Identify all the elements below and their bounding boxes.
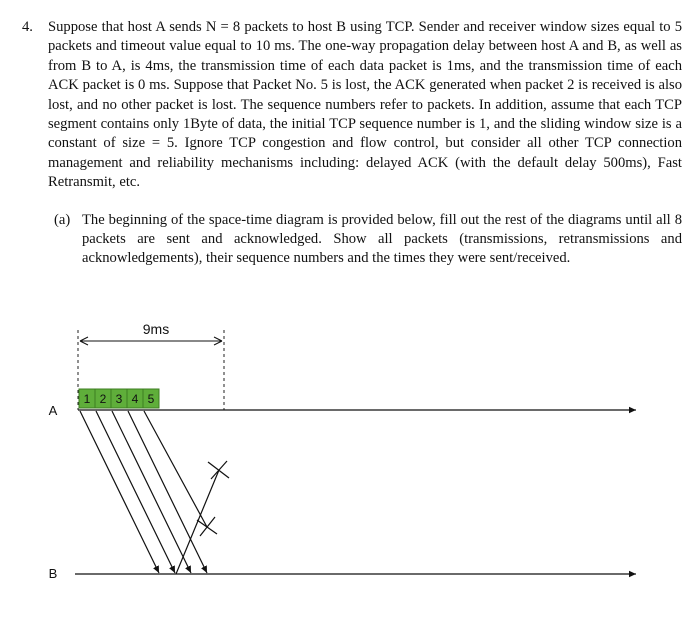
loss-marker-packet-5: [197, 517, 217, 536]
packet-line-2: [96, 411, 175, 573]
packet-label-4: 4: [131, 392, 139, 406]
loss-marker-ack: [208, 461, 229, 479]
packet-label-1: 1: [83, 392, 91, 406]
subpart-text: The beginning of the space-time diagram is provided below, fill out the rest of the diagrams until all 8 packets are sent and acknowledged. Show all packets (transmissions, retransmissions and acknowledgements), their sequence numbers and the times they were sent/received.: [82, 211, 682, 267]
data-packet-lines: [80, 411, 207, 573]
packet-label-5: 5: [147, 392, 155, 406]
packet-label-2: 2: [99, 392, 107, 406]
packet-label-3: 3: [115, 392, 123, 406]
problem-number: 4.: [22, 19, 33, 35]
packet-boxes: [79, 389, 159, 408]
packet-line-1: [80, 411, 159, 573]
host-b-label: B: [48, 566, 58, 581]
packet-line-4: [128, 411, 207, 573]
interval-label: 9ms: [142, 321, 170, 337]
problem-text: Suppose that host A sends N = 8 packets to host B using TCP. Sender and receiver window sizes equal to 5 packets and timeout value equal to 10 ms. The one-way propagation delay between host A and B, as well as from B to A, is 4ms, the transmission time of each data packet is 1ms, and the transmission time of each ACK packet is 0 ms. Suppose that Packet No. 5 is lost, the ACK generated when packet 2 is received is also lost, and no other packet is lost. The sequence numbers refer to packets. In addition, assume that each TCP segment contains only 1Byte of data, the initial TCP sequence number is 1, and the sliding window size is a constant of size = 5. Ignore TCP congestion and flow control, but consider all other TCP connection management and reliability mechanisms including: delayed ACK (with the default delay 500ms), Fast Retransmit, etc.: [48, 19, 682, 191]
packet-line-3: [112, 411, 191, 573]
subpart-label: (a): [54, 211, 71, 228]
host-a-label: A: [48, 403, 58, 418]
